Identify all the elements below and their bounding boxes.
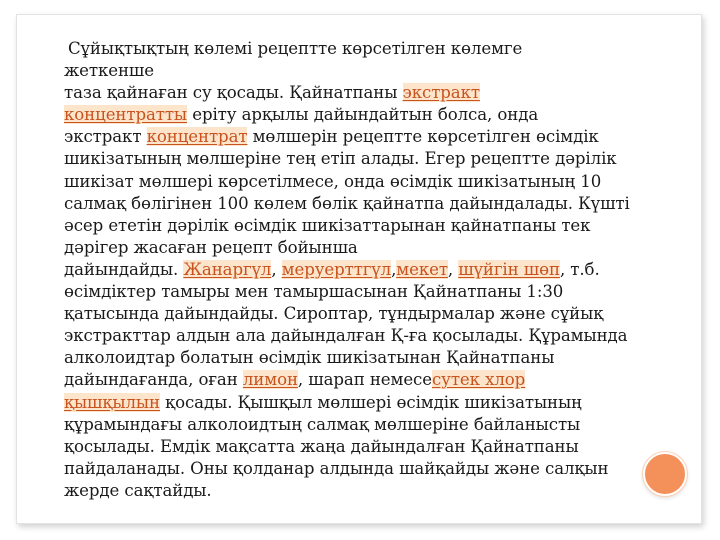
text-line: алколоидтар болатын өсімдік шикізатынан Қайнатпаны — [64, 348, 555, 368]
text-line: қышқылын қосады. Қышқыл мөлшері өсімдік шикізатының — [64, 392, 582, 412]
text-line: экстракт концентрат мөлшерін рецептте көрсетілген өсімдік — [64, 127, 599, 147]
text-line: экстракттар алдын ала дайындалған Қ-ға қосылады. Құрамында — [64, 326, 628, 346]
link-extract[interactable]: экстракт — [402, 83, 480, 103]
text-line: шикізат мөлшері көрсетілмесе, онда өсімдік шикізатының 10 — [64, 171, 602, 191]
link-shuigin-shop[interactable]: шүйгін шөп — [458, 259, 560, 279]
text-line: қосылады. Емдік мақсатта жаңа дайындалған Қайнатпаны — [64, 436, 579, 456]
link-concentrate-acc[interactable]: концентратты — [64, 105, 188, 125]
text-line: дайындағанда, оған лимон, шарап немесесутек хлор — [64, 370, 526, 390]
text-line: дәрігер жасаған рецепт бойынша — [64, 237, 358, 257]
text-line: өсімдіктер тамыры мен тамыршасынан Қайнатпаны 1:30 — [64, 282, 564, 302]
link-concentrate[interactable]: концентрат — [146, 127, 248, 147]
body-text — [64, 38, 630, 502]
link-meket[interactable]: мекет — [396, 259, 448, 279]
link-hydrochloric-acid[interactable]: сутек хлор — [431, 370, 526, 390]
link-meruerttgul[interactable]: меруерттгүл — [281, 259, 392, 279]
text-line: пайдаланады. Оны қолданар алдында шайқайды және салқын — [64, 458, 609, 478]
link-acid[interactable]: қышқылын — [64, 392, 160, 412]
text-line: дайындайды. Жанаргүл, меруерттгүл,мекет, шүйгін шөп, т.б. — [64, 259, 600, 279]
text-line: қатысында дайындайды. Сироптар, тұндырмалар және сұйық — [64, 304, 604, 324]
text-line: әсер ететін дәрілік өсімдік шикізаттарынан қайнатпаны тек — [64, 215, 591, 235]
text-line: таза қайнаған су қосады. Қайнатпаны экстракт — [64, 83, 480, 103]
text-line: концентратты еріту арқылы дайындайтын болса, онда — [64, 105, 539, 125]
text-line: Сұйықтықтың көлемі рецептте көрсетілген көлемге жеткенше — [64, 39, 528, 81]
link-limon[interactable]: лимон — [242, 370, 298, 390]
decorative-circle — [643, 452, 687, 496]
link-zhanargul[interactable]: Жанаргүл — [183, 259, 272, 279]
text-line: құрамындағы алколоидтың салмақ мөлшеріне байланысты — [64, 414, 581, 434]
text-line: жерде сақтайды. — [64, 480, 212, 500]
text-line: шикізатының мөлшеріне тең етіп алады. Егер рецептте дәрілік — [64, 149, 617, 169]
text-line: салмақ бөлігінен 100 көлем бөлік қайнатпа дайындалады. Күшті — [64, 193, 630, 213]
